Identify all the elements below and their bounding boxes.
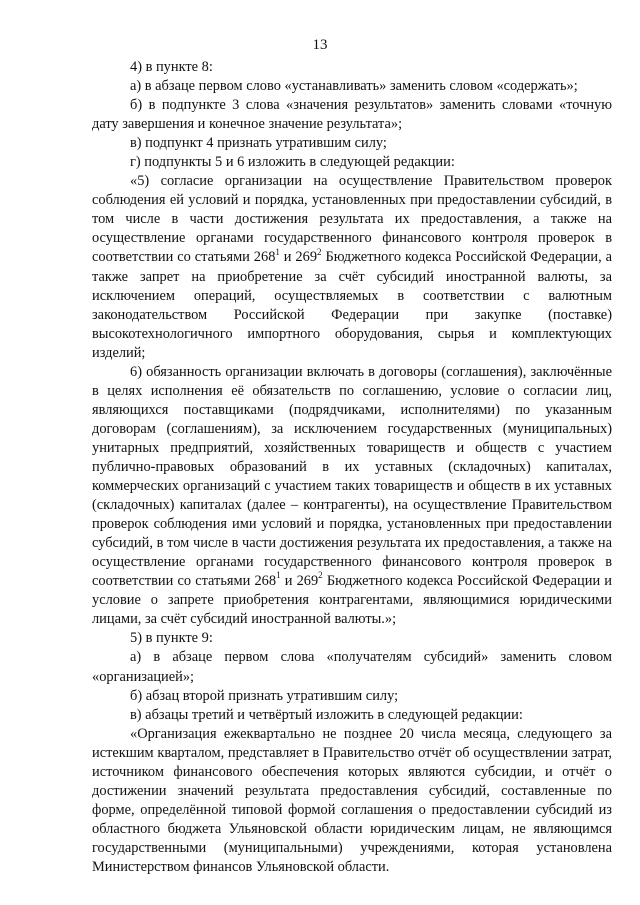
paragraph-item-4: 4) в пункте 8: [130, 59, 213, 75]
document-body [92, 58, 612, 877]
clause-5-superscript-1: 1 [275, 246, 280, 257]
clause-6-text-part-3: Бюджетного кодекса Российской Федерации и условие о запрете приобретения контрагентами, являющимися юридическими лицами, за счёт субсидий иностранной валюты.»; [92, 573, 613, 628]
clause-5-superscript-2: 2 [317, 246, 322, 257]
paragraph-clause-5 [92, 172, 612, 362]
clause-6-text-part-2: и 269 [280, 573, 319, 590]
page-number: 13 [312, 37, 328, 53]
clause-5-text-part-2: и 269 [279, 249, 318, 266]
clause-6-superscript-2: 2 [318, 570, 323, 581]
paragraph-item-5: 5) в пункте 9: [130, 630, 213, 647]
clause-6-text-part-1: 6) обязанность организации включать в договоры (соглашения), заключённые в целях исполнения её обязательств по соглашению, условие о согласии лиц, являющихся поставщиками (подрядчиками, исполнителями) по указанным договорам (соглашениям), за исключением государственных (муниципальных) унитарных предприятий, хозяйственных товариществ и обществ с участием публично-правовых образований в их уставных (складочных) капиталах, коммерческих организаций с участием таких товариществ и обществ в их уставных (складочных) капиталах (далее – контрагенты), на осуществление Правительством проверок соблюдения ими условий и порядка, установленных при предоставлении субсидий, в том числе в части достижения результата их предоставления, а также на осуществление органами государственного финансового контроля проверок в соответствии со статьями 268 [92, 363, 612, 590]
paragraph-subitem-v: в) подпункт 4 признать утратившим силу; [130, 135, 387, 152]
paragraph-subitem-b: б) в подпункте 3 слова «значения результатов» заменить словами «точную дату завершения и конечное значение результата»; [92, 97, 612, 133]
clause-5-text-part-3: Бюджетного кодекса Российской Федерации, а также запрет на приобретение за счёт субсидий иностранной валюты, за исключением операций, осуществляемых в соответствии с валютным законодательством Российской Федерации при закупке (поставке) высокотехнологичного импортного оборудования, сырья и комплектующих изделий; [92, 249, 613, 361]
paragraph-item-5-subitem-a: а) в абзаце первом слова «получателям субсидий» заменить словом «организацией»; [92, 649, 612, 685]
paragraph-subitem-a: а) в абзаце первом слово «устанавливать» заменить словом «содержать»; [130, 78, 578, 95]
paragraph-item-5-subitem-v: в) абзацы третий и четвёртый изложить в следующей редакции: [130, 706, 523, 723]
clause-5-text-part-1: «5) согласие организации на осуществление Правительством проверок соблюдения ей условий и порядка, установленных при предоставлении субсидий, в том числе в части достижения результата их предоставления, а также на осуществление органами государственного финансового контроля проверок в соответствии со статьями 268 [92, 173, 612, 266]
clause-6-superscript-1: 1 [276, 570, 281, 581]
paragraph-organization-report: «Организация ежеквартально не позднее 20 числа месяца, следующего за истекшим кварталом, представляет в Правительство отчёт об осуществлении затрат, источником финансового обеспечения которых являются субсидии, и отчёт о достижении значений результата предоставления субсидий, составленные по форме, определённой типовой формой соглашения о предоставлении субсидий из областного бюджета Ульяновской области юридическим лицам, не являющимся государственными (муниципальными) учреждениями, которая установлена Министерством финансов Ульяновской области. [92, 725, 612, 875]
paragraph-clause-6 [92, 363, 612, 630]
paragraph-subitem-g: г) подпункты 5 и 6 изложить в следующей редакции: [130, 154, 455, 171]
paragraph-item-5-subitem-b: б) абзац второй признать утратившим силу; [130, 687, 399, 704]
